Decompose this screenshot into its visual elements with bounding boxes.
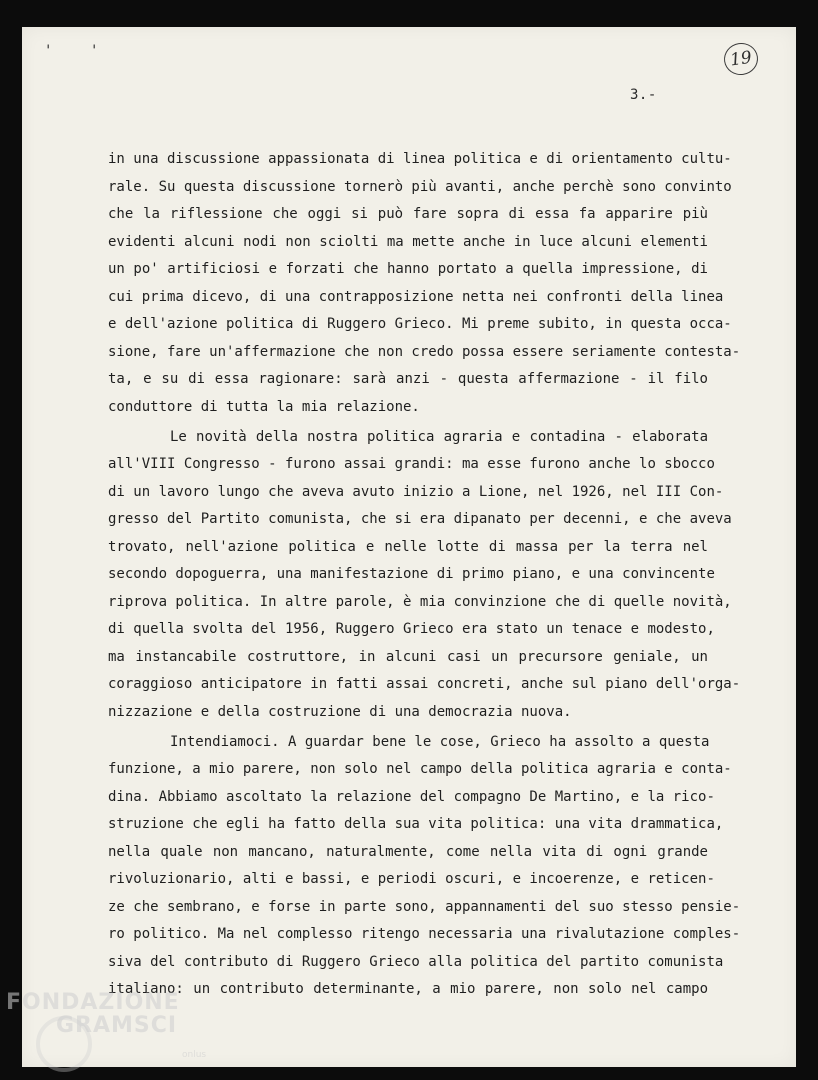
text-line: secondo dopoguerra, una manifestazione di primo piano, e una convincente xyxy=(108,566,715,582)
text-line: in una discussione appassionata di linea politica e di orientamento cultu- xyxy=(108,151,732,167)
watermark-line-1: FONDAZIONE xyxy=(6,990,180,1015)
text-line: struzione che egli ha fatto della sua vita politica: una vita drammatica, xyxy=(108,816,724,832)
text-line: un po' artificiosi e forzati che hanno portato a quella impressione, di xyxy=(108,261,708,277)
text-line: dina. Abbiamo ascoltato la relazione del compagno De Martino, e la rico- xyxy=(108,788,715,805)
watermark-line-2: GRAMSCI xyxy=(56,1013,178,1038)
text-line: ze che sembrano, e forse in parte sono, appannamenti del suo stesso pensie- xyxy=(108,898,741,915)
text-line: siva del contributo di Ruggero Grieco alla politica del partito comunista xyxy=(108,953,724,970)
text-line: nizzazione e della costruzione di una democrazia nuova. xyxy=(108,703,572,720)
archive-number-stamp xyxy=(722,41,760,77)
body-text xyxy=(108,146,741,1004)
text-line: ma instancabile costruttore, in alcuni casi un precursore geniale, un xyxy=(108,648,708,665)
text-line: cui prima dicevo, di una contrapposizione netta nei confronti della linea xyxy=(108,288,724,305)
text-line: trovato, nell'azione politica e nelle lotte di massa per la terra nel xyxy=(108,538,708,555)
text-line: italiano: un contributo determinante, a mio parere, non solo nel campo xyxy=(108,981,708,997)
text-line: gresso del Partito comunista, che si era dipanato per decenni, e che aveva xyxy=(108,511,732,527)
text-line: sione, fare un'affermazione che non credo possa essere seriamente contesta- xyxy=(108,343,741,360)
document-page xyxy=(22,27,796,1067)
text-line: coraggioso anticipatore in fatti assai concreti, anche sul piano dell'orga- xyxy=(108,676,741,692)
text-line: rale. Su questa discussione tornerò più avanti, anche perchè sono convinto xyxy=(108,178,732,195)
text-line: funzione, a mio parere, non solo nel campo della politica agraria e conta- xyxy=(108,761,732,777)
text-line: di quella svolta del 1956, Ruggero Grieco era stato un tenace e modesto, xyxy=(108,621,715,637)
text-line: ro politico. Ma nel complesso ritengo necessaria una rivalutazione comples- xyxy=(108,926,741,942)
text-line: rivoluzionario, alti e bassi, e periodi oscuri, e incoerenze, e reticen- xyxy=(108,871,715,887)
text-line: all'VIII Congresso - furono assai grandi: ma esse furono anche lo sbocco xyxy=(108,456,715,472)
text-line: Le novità della nostra politica agraria e contadina - elaborata xyxy=(170,428,708,445)
page-number: 3.- xyxy=(630,87,657,103)
text-line: che la riflessione che oggi si può fare sopra di essa fa apparire più xyxy=(108,206,708,222)
text-line: di un lavoro lungo che aveva avuto inizio a Lione, nel 1926, nel III Con- xyxy=(108,483,724,500)
text-line: Intendiamoci. A guardar bene le cose, Grieco ha assolto a questa xyxy=(170,733,710,750)
watermark-suffix: onlus xyxy=(182,1050,207,1060)
corner-mark: ' xyxy=(90,43,99,59)
text-line: nella quale non mancano, naturalmente, come nella vita di ogni grande xyxy=(108,843,708,860)
text-line: conduttore di tutta la mia relazione. xyxy=(108,398,420,415)
text-line: riprova politica. In altre parole, è mia convinzione che di quelle novità, xyxy=(108,593,732,610)
text-line: evidenti alcuni nodi non sciolti ma mette anche in luce alcuni elementi xyxy=(108,233,708,250)
text-line: e dell'azione politica di Ruggero Grieco. Mi preme subito, in questa occa- xyxy=(108,316,732,332)
archive-number: 19 xyxy=(728,47,754,71)
corner-mark: ' xyxy=(44,43,53,59)
text-line: ta, e su di essa ragionare: sarà anzi - questa affermazione - il filo xyxy=(108,371,708,387)
